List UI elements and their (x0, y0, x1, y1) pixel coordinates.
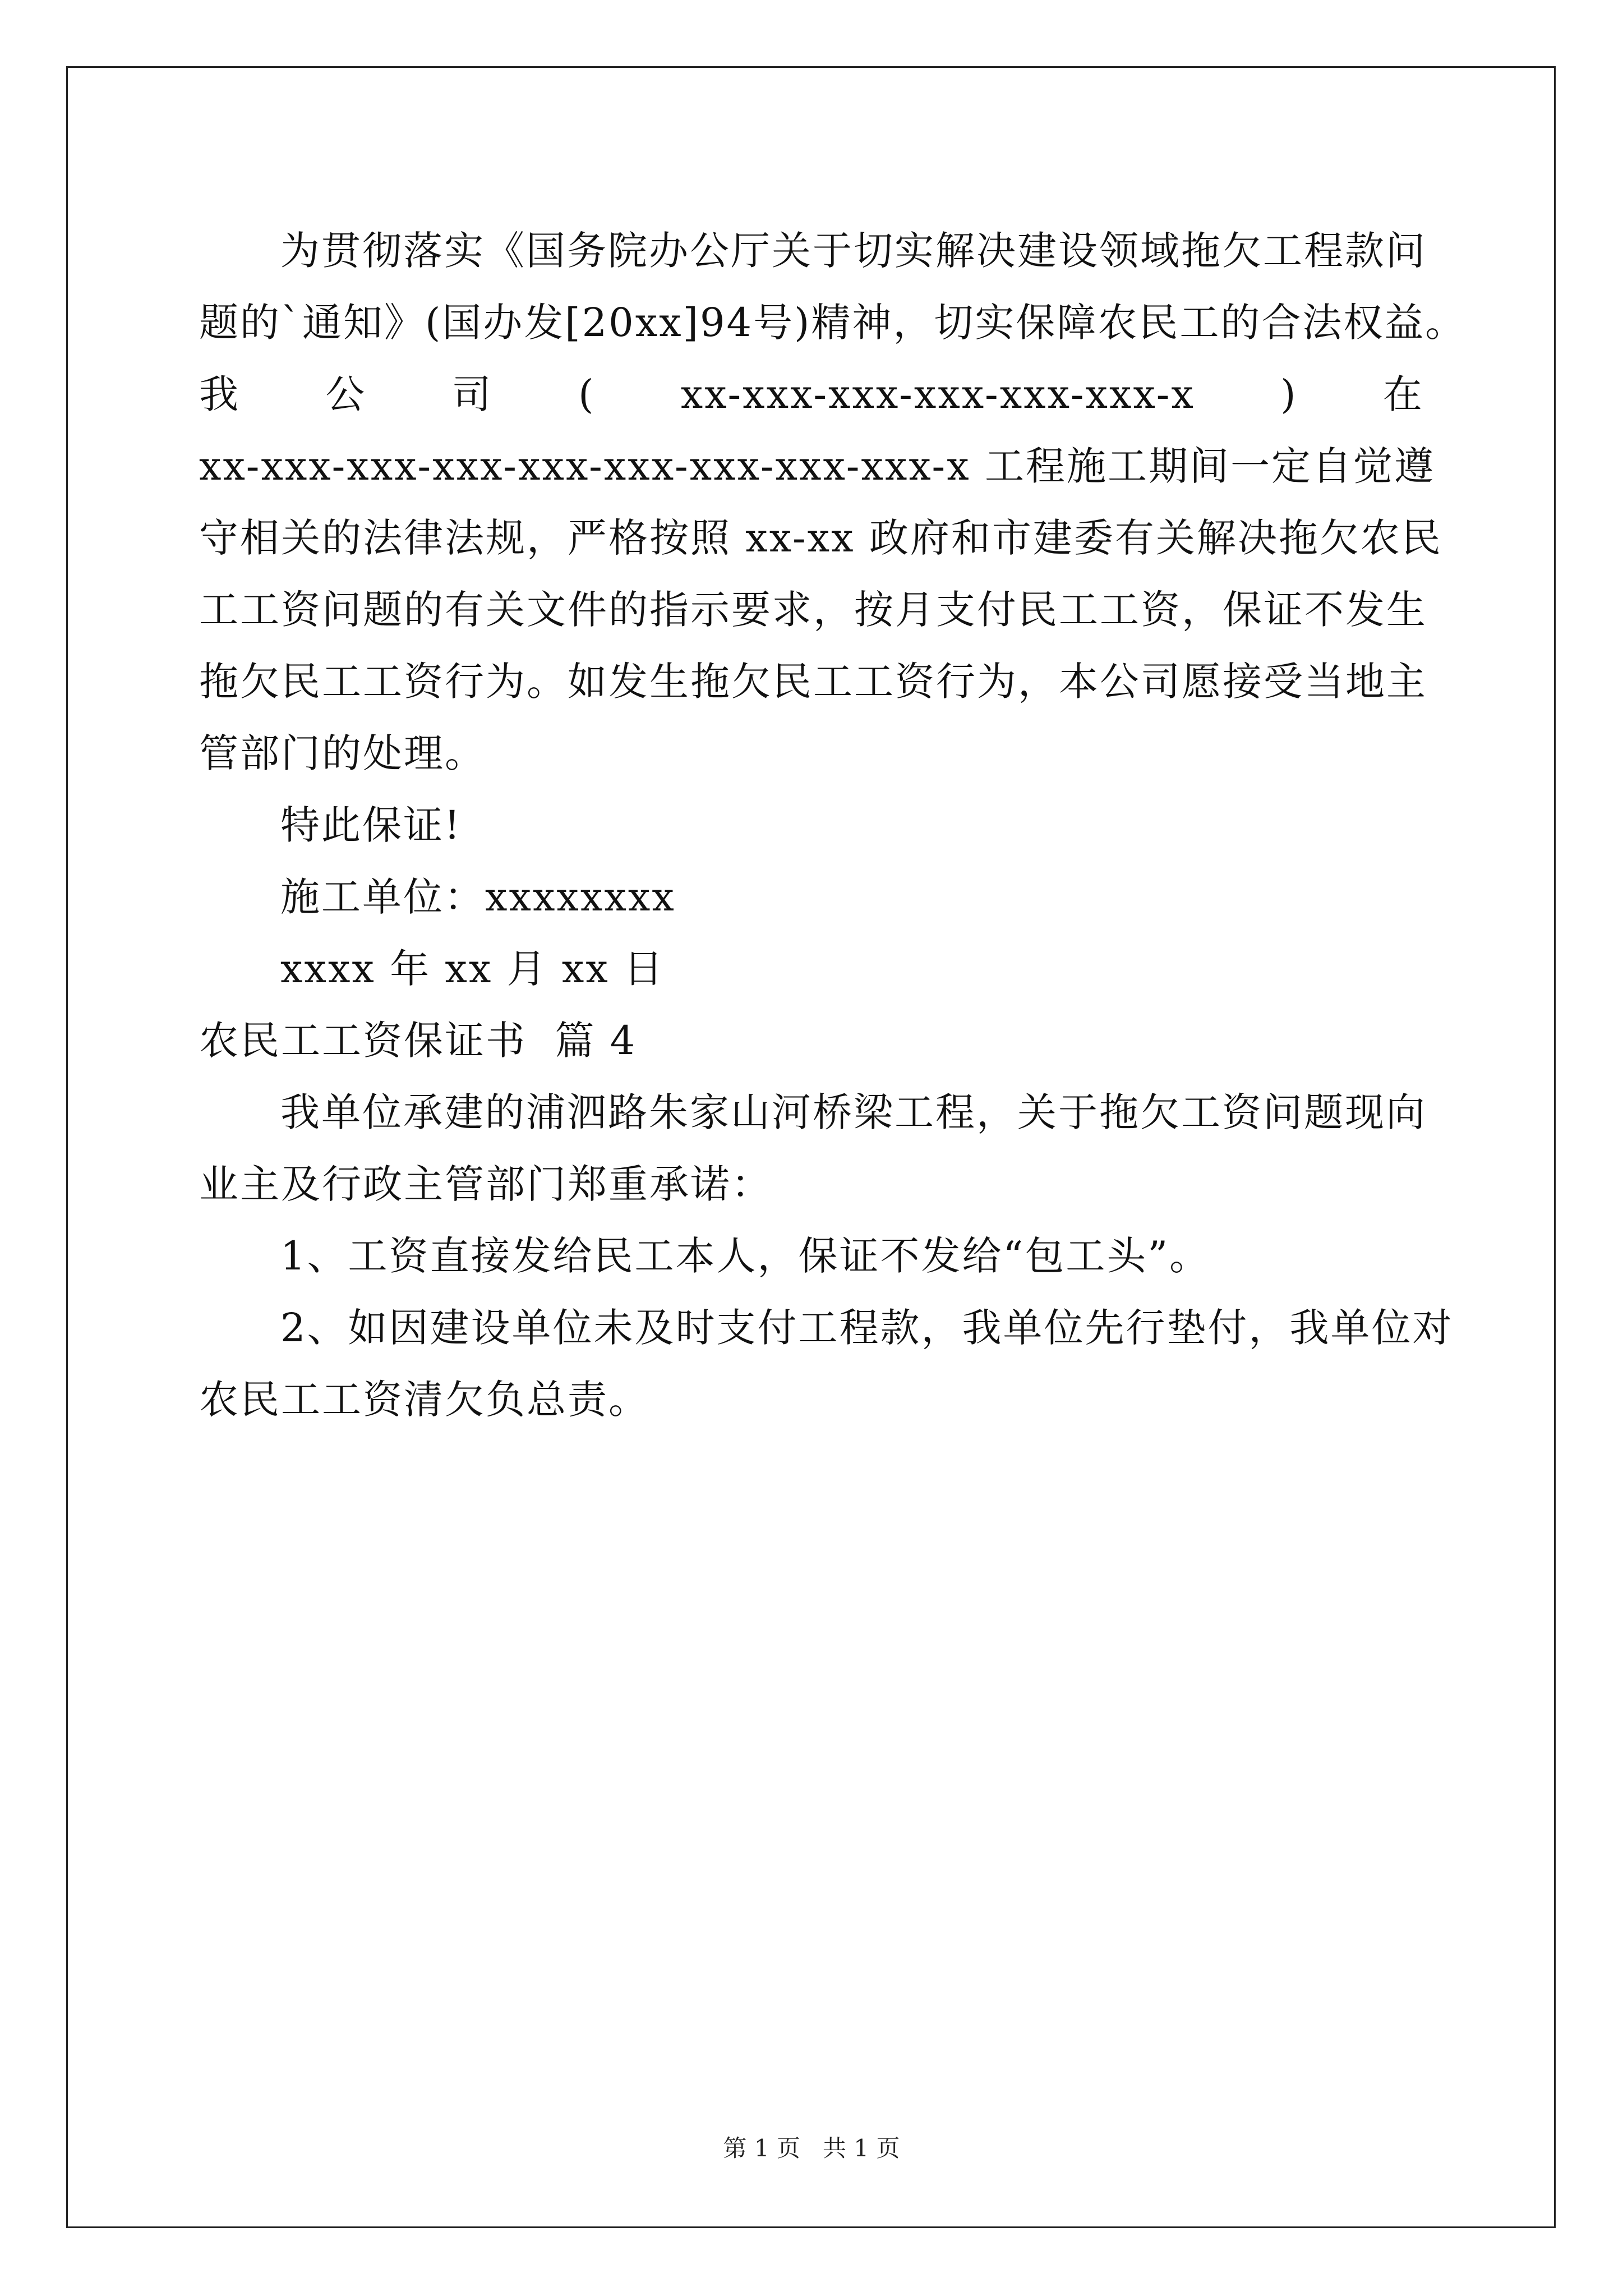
paragraph-3-line-2: 业主及行政主管部门郑重承诺： (199, 1161, 772, 1207)
word-zai: 在 (1382, 371, 1424, 417)
company-placeholder: xx-xxx-xxx-xxx-xxx-xxx-x (680, 371, 1195, 417)
page-footer: 第 1 页 共 1 页 (723, 2134, 900, 2162)
paragraph-2-line-1 (199, 364, 1424, 425)
paragraph-3-line-1: 我单位承建的浦泗路朱家山河桥梁工程，关于拖欠工资问题现向 (280, 1089, 1427, 1135)
construction-unit: 施工单位：xxxxxxxx (280, 874, 676, 920)
commitment-item-1: 1、工资直接发给民工本人，保证不发给“包工头”。 (280, 1233, 1211, 1279)
paragraph-2-line-3: 守相关的法律法规，严格按照 xx-xx 政府和市建委有关解决拖欠农民 (199, 515, 1442, 561)
commitment-item-2-line-1: 2、如因建设单位未及时支付工程款，我单位先行垫付，我单位对 (280, 1305, 1454, 1351)
commitment-item-2-line-2: 农民工工资清欠负总责。 (199, 1377, 649, 1423)
open-paren: ( (578, 371, 596, 417)
paragraph-2-line-6: 管部门的处理。 (199, 730, 486, 776)
section-title: 农民工工资保证书 篇 4 (199, 1018, 637, 1064)
paragraph-2-line-4: 工工资问题的有关文件的指示要求，按月支付民工工资，保证不发生 (199, 587, 1427, 633)
word-gong: 公 (325, 371, 367, 417)
paragraph-1-line-1: 为贯彻落实《国务院办公厅关于切实解决建设领域拖欠工程款问 (280, 228, 1427, 274)
closing-statement: 特此保证! (280, 802, 462, 848)
close-paren: ) (1280, 371, 1298, 417)
word-wo: 我 (199, 371, 240, 417)
paragraph-1-line-2: 题的`通知》(国办发[20xx]94号)精神，切实保障农民工的合法权益。 (199, 300, 1467, 346)
signature-date: xxxx 年 xx 月 xx 日 (280, 946, 665, 992)
paragraph-2-line-5: 拖欠民工工资行为。如发生拖欠民工工资行为，本公司愿接受当地主 (199, 659, 1427, 705)
word-si: 司 (451, 371, 493, 417)
paragraph-2-line-2: xx-xxx-xxx-xxx-xxx-xxx-xxx-xxx-xxx-x 工程施工期间一定自觉遵 (199, 443, 1435, 489)
